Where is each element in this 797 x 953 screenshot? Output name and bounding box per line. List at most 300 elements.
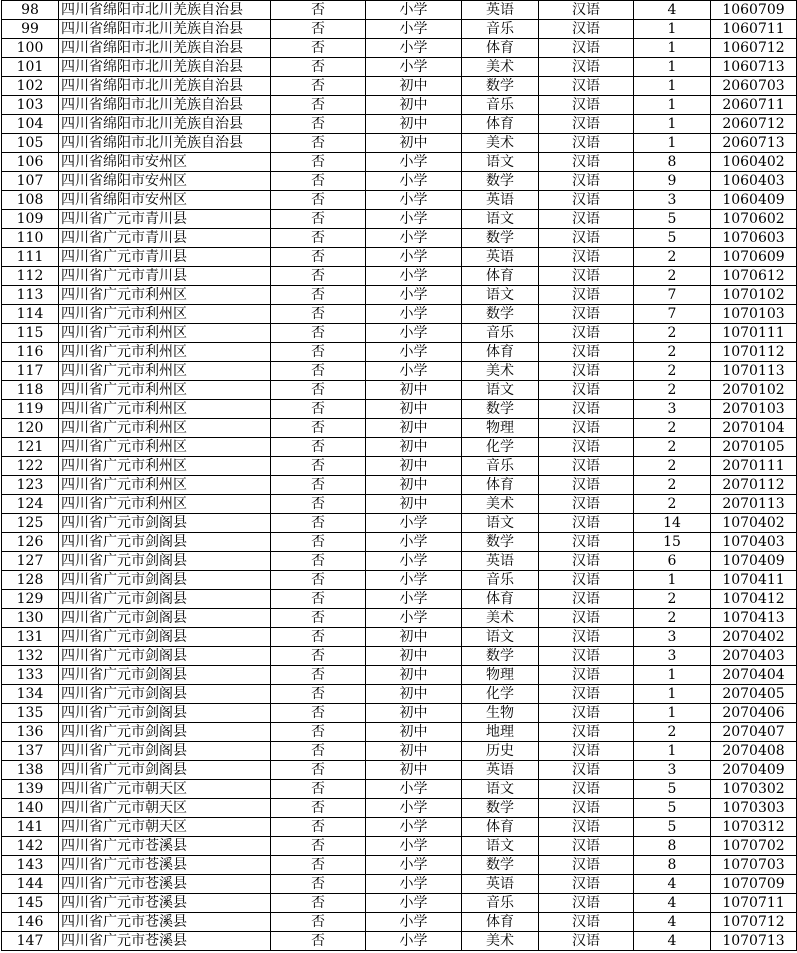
code-cell: 1070402 xyxy=(711,514,797,533)
flag-cell: 否 xyxy=(271,77,366,96)
subject-cell: 数学 xyxy=(462,856,539,875)
location-cell: 四川省广元市利州区 xyxy=(59,286,271,305)
subject-cell: 体育 xyxy=(462,343,539,362)
flag-cell: 否 xyxy=(271,818,366,837)
location-cell: 四川省绵阳市北川羌族自治县 xyxy=(59,39,271,58)
count-cell: 3 xyxy=(634,191,711,210)
code-cell: 2060703 xyxy=(711,77,797,96)
table-row xyxy=(2,229,797,248)
code-cell: 2070104 xyxy=(711,419,797,438)
flag-cell: 否 xyxy=(271,590,366,609)
row-number-cell: 107 xyxy=(2,172,59,191)
school-level-cell: 小学 xyxy=(366,533,462,552)
flag-cell: 否 xyxy=(271,476,366,495)
row-number-cell: 118 xyxy=(2,381,59,400)
row-number-cell: 124 xyxy=(2,495,59,514)
table-row xyxy=(2,324,797,343)
row-number-cell: 100 xyxy=(2,39,59,58)
subject-cell: 音乐 xyxy=(462,324,539,343)
flag-cell: 否 xyxy=(271,704,366,723)
subject-cell: 语文 xyxy=(462,780,539,799)
subject-cell: 语文 xyxy=(462,153,539,172)
language-cell: 汉语 xyxy=(539,913,634,932)
location-cell: 四川省广元市苍溪县 xyxy=(59,856,271,875)
code-cell: 2070404 xyxy=(711,666,797,685)
location-cell: 四川省广元市利州区 xyxy=(59,343,271,362)
language-cell: 汉语 xyxy=(539,20,634,39)
table-row xyxy=(2,134,797,153)
language-cell: 汉语 xyxy=(539,628,634,647)
flag-cell: 否 xyxy=(271,666,366,685)
table-row xyxy=(2,248,797,267)
language-cell: 汉语 xyxy=(539,514,634,533)
school-level-cell: 初中 xyxy=(366,666,462,685)
flag-cell: 否 xyxy=(271,39,366,58)
school-level-cell: 初中 xyxy=(366,115,462,134)
flag-cell: 否 xyxy=(271,932,366,951)
row-number-cell: 126 xyxy=(2,533,59,552)
language-cell: 汉语 xyxy=(539,552,634,571)
flag-cell: 否 xyxy=(271,362,366,381)
language-cell: 汉语 xyxy=(539,438,634,457)
table-row xyxy=(2,514,797,533)
location-cell: 四川省绵阳市北川羌族自治县 xyxy=(59,20,271,39)
table-row xyxy=(2,476,797,495)
count-cell: 1 xyxy=(634,39,711,58)
subject-cell: 英语 xyxy=(462,761,539,780)
row-number-cell: 138 xyxy=(2,761,59,780)
language-cell: 汉语 xyxy=(539,210,634,229)
flag-cell: 否 xyxy=(271,533,366,552)
code-cell: 2060713 xyxy=(711,134,797,153)
language-cell: 汉语 xyxy=(539,400,634,419)
subject-cell: 物理 xyxy=(462,419,539,438)
row-number-cell: 116 xyxy=(2,343,59,362)
code-cell: 1060402 xyxy=(711,153,797,172)
row-number-cell: 120 xyxy=(2,419,59,438)
count-cell: 8 xyxy=(634,837,711,856)
table-row xyxy=(2,799,797,818)
school-level-cell: 小学 xyxy=(366,552,462,571)
code-cell: 2060712 xyxy=(711,115,797,134)
flag-cell: 否 xyxy=(271,628,366,647)
row-number-cell: 105 xyxy=(2,134,59,153)
subject-cell: 英语 xyxy=(462,1,539,20)
school-level-cell: 初中 xyxy=(366,647,462,666)
table-row xyxy=(2,362,797,381)
code-cell: 2070103 xyxy=(711,400,797,419)
school-level-cell: 初中 xyxy=(366,685,462,704)
subject-cell: 美术 xyxy=(462,58,539,77)
count-cell: 4 xyxy=(634,894,711,913)
flag-cell: 否 xyxy=(271,419,366,438)
subject-cell: 体育 xyxy=(462,39,539,58)
row-number-cell: 129 xyxy=(2,590,59,609)
code-cell: 1070312 xyxy=(711,818,797,837)
count-cell: 1 xyxy=(634,58,711,77)
location-cell: 四川省广元市青川县 xyxy=(59,267,271,286)
count-cell: 2 xyxy=(634,267,711,286)
count-cell: 1 xyxy=(634,666,711,685)
code-cell: 1070412 xyxy=(711,590,797,609)
language-cell: 汉语 xyxy=(539,381,634,400)
code-cell: 1070602 xyxy=(711,210,797,229)
count-cell: 1 xyxy=(634,20,711,39)
count-cell: 3 xyxy=(634,647,711,666)
count-cell: 2 xyxy=(634,248,711,267)
flag-cell: 否 xyxy=(271,343,366,362)
subject-cell: 历史 xyxy=(462,742,539,761)
code-cell: 1060712 xyxy=(711,39,797,58)
language-cell: 汉语 xyxy=(539,818,634,837)
subject-cell: 音乐 xyxy=(462,20,539,39)
location-cell: 四川省广元市剑阁县 xyxy=(59,742,271,761)
code-cell: 1070411 xyxy=(711,571,797,590)
code-cell: 2070102 xyxy=(711,381,797,400)
count-cell: 5 xyxy=(634,229,711,248)
table-row xyxy=(2,932,797,951)
code-cell: 1060713 xyxy=(711,58,797,77)
count-cell: 2 xyxy=(634,438,711,457)
table-row xyxy=(2,39,797,58)
location-cell: 四川省广元市苍溪县 xyxy=(59,894,271,913)
school-level-cell: 初中 xyxy=(366,628,462,647)
location-cell: 四川省广元市剑阁县 xyxy=(59,761,271,780)
school-level-cell: 初中 xyxy=(366,400,462,419)
flag-cell: 否 xyxy=(271,685,366,704)
table-body xyxy=(2,1,797,951)
row-number-cell: 109 xyxy=(2,210,59,229)
location-cell: 四川省广元市苍溪县 xyxy=(59,875,271,894)
table-row xyxy=(2,590,797,609)
flag-cell: 否 xyxy=(271,723,366,742)
school-level-cell: 小学 xyxy=(366,932,462,951)
row-number-cell: 112 xyxy=(2,267,59,286)
table-row xyxy=(2,571,797,590)
row-number-cell: 147 xyxy=(2,932,59,951)
code-cell: 1070702 xyxy=(711,837,797,856)
language-cell: 汉语 xyxy=(539,134,634,153)
location-cell: 四川省广元市剑阁县 xyxy=(59,590,271,609)
flag-cell: 否 xyxy=(271,856,366,875)
location-cell: 四川省广元市剑阁县 xyxy=(59,628,271,647)
location-cell: 四川省绵阳市安州区 xyxy=(59,153,271,172)
row-number-cell: 135 xyxy=(2,704,59,723)
count-cell: 6 xyxy=(634,552,711,571)
flag-cell: 否 xyxy=(271,1,366,20)
language-cell: 汉语 xyxy=(539,39,634,58)
language-cell: 汉语 xyxy=(539,571,634,590)
location-cell: 四川省广元市苍溪县 xyxy=(59,837,271,856)
flag-cell: 否 xyxy=(271,229,366,248)
subject-cell: 体育 xyxy=(462,267,539,286)
school-level-cell: 小学 xyxy=(366,837,462,856)
row-number-cell: 104 xyxy=(2,115,59,134)
language-cell: 汉语 xyxy=(539,856,634,875)
row-number-cell: 102 xyxy=(2,77,59,96)
code-cell: 1070112 xyxy=(711,343,797,362)
row-number-cell: 117 xyxy=(2,362,59,381)
subject-cell: 化学 xyxy=(462,438,539,457)
location-cell: 四川省广元市剑阁县 xyxy=(59,514,271,533)
school-level-cell: 小学 xyxy=(366,58,462,77)
school-level-cell: 初中 xyxy=(366,381,462,400)
flag-cell: 否 xyxy=(271,210,366,229)
table-row xyxy=(2,742,797,761)
code-cell: 2070407 xyxy=(711,723,797,742)
count-cell: 2 xyxy=(634,457,711,476)
row-number-cell: 128 xyxy=(2,571,59,590)
location-cell: 四川省绵阳市安州区 xyxy=(59,172,271,191)
location-cell: 四川省广元市利州区 xyxy=(59,495,271,514)
school-level-cell: 初中 xyxy=(366,704,462,723)
location-cell: 四川省广元市剑阁县 xyxy=(59,666,271,685)
school-level-cell: 小学 xyxy=(366,343,462,362)
subject-cell: 美术 xyxy=(462,932,539,951)
count-cell: 4 xyxy=(634,913,711,932)
location-cell: 四川省广元市利州区 xyxy=(59,476,271,495)
language-cell: 汉语 xyxy=(539,58,634,77)
school-level-cell: 初中 xyxy=(366,476,462,495)
subject-cell: 物理 xyxy=(462,666,539,685)
location-cell: 四川省广元市利州区 xyxy=(59,381,271,400)
location-cell: 四川省绵阳市北川羌族自治县 xyxy=(59,134,271,153)
count-cell: 1 xyxy=(634,742,711,761)
row-number-cell: 113 xyxy=(2,286,59,305)
school-level-cell: 初中 xyxy=(366,419,462,438)
count-cell: 5 xyxy=(634,799,711,818)
row-number-cell: 110 xyxy=(2,229,59,248)
row-number-cell: 99 xyxy=(2,20,59,39)
flag-cell: 否 xyxy=(271,286,366,305)
school-level-cell: 初中 xyxy=(366,742,462,761)
school-level-cell: 小学 xyxy=(366,799,462,818)
subject-cell: 英语 xyxy=(462,191,539,210)
count-cell: 4 xyxy=(634,932,711,951)
count-cell: 2 xyxy=(634,343,711,362)
language-cell: 汉语 xyxy=(539,476,634,495)
row-number-cell: 140 xyxy=(2,799,59,818)
language-cell: 汉语 xyxy=(539,704,634,723)
subject-cell: 美术 xyxy=(462,609,539,628)
table-row xyxy=(2,761,797,780)
count-cell: 8 xyxy=(634,153,711,172)
flag-cell: 否 xyxy=(271,457,366,476)
table-row xyxy=(2,818,797,837)
table-row xyxy=(2,210,797,229)
table-row xyxy=(2,153,797,172)
table-row xyxy=(2,96,797,115)
row-number-cell: 144 xyxy=(2,875,59,894)
language-cell: 汉语 xyxy=(539,875,634,894)
school-level-cell: 小学 xyxy=(366,172,462,191)
row-number-cell: 131 xyxy=(2,628,59,647)
code-cell: 1060711 xyxy=(711,20,797,39)
language-cell: 汉语 xyxy=(539,343,634,362)
school-level-cell: 初中 xyxy=(366,723,462,742)
language-cell: 汉语 xyxy=(539,96,634,115)
subject-cell: 英语 xyxy=(462,552,539,571)
language-cell: 汉语 xyxy=(539,77,634,96)
table-row xyxy=(2,704,797,723)
row-number-cell: 123 xyxy=(2,476,59,495)
code-cell: 2070112 xyxy=(711,476,797,495)
table-row xyxy=(2,305,797,324)
count-cell: 3 xyxy=(634,400,711,419)
count-cell: 9 xyxy=(634,172,711,191)
count-cell: 2 xyxy=(634,723,711,742)
location-cell: 四川省广元市剑阁县 xyxy=(59,723,271,742)
language-cell: 汉语 xyxy=(539,647,634,666)
location-cell: 四川省绵阳市安州区 xyxy=(59,191,271,210)
school-level-cell: 初中 xyxy=(366,457,462,476)
data-table xyxy=(1,0,797,951)
count-cell: 2 xyxy=(634,609,711,628)
row-number-cell: 139 xyxy=(2,780,59,799)
code-cell: 2070113 xyxy=(711,495,797,514)
code-cell: 1070113 xyxy=(711,362,797,381)
code-cell: 2070403 xyxy=(711,647,797,666)
code-cell: 1070103 xyxy=(711,305,797,324)
school-level-cell: 小学 xyxy=(366,267,462,286)
flag-cell: 否 xyxy=(271,799,366,818)
flag-cell: 否 xyxy=(271,20,366,39)
row-number-cell: 111 xyxy=(2,248,59,267)
language-cell: 汉语 xyxy=(539,191,634,210)
table-row xyxy=(2,856,797,875)
count-cell: 2 xyxy=(634,362,711,381)
table-row xyxy=(2,77,797,96)
location-cell: 四川省广元市剑阁县 xyxy=(59,552,271,571)
school-level-cell: 小学 xyxy=(366,324,462,343)
code-cell: 1070603 xyxy=(711,229,797,248)
language-cell: 汉语 xyxy=(539,324,634,343)
location-cell: 四川省广元市利州区 xyxy=(59,419,271,438)
subject-cell: 地理 xyxy=(462,723,539,742)
school-level-cell: 小学 xyxy=(366,571,462,590)
flag-cell: 否 xyxy=(271,381,366,400)
language-cell: 汉语 xyxy=(539,286,634,305)
subject-cell: 数学 xyxy=(462,400,539,419)
subject-cell: 美术 xyxy=(462,495,539,514)
row-number-cell: 133 xyxy=(2,666,59,685)
language-cell: 汉语 xyxy=(539,666,634,685)
language-cell: 汉语 xyxy=(539,742,634,761)
language-cell: 汉语 xyxy=(539,590,634,609)
subject-cell: 音乐 xyxy=(462,894,539,913)
row-number-cell: 136 xyxy=(2,723,59,742)
code-cell: 1070409 xyxy=(711,552,797,571)
language-cell: 汉语 xyxy=(539,837,634,856)
subject-cell: 体育 xyxy=(462,590,539,609)
code-cell: 2070111 xyxy=(711,457,797,476)
table-row xyxy=(2,628,797,647)
row-number-cell: 143 xyxy=(2,856,59,875)
school-level-cell: 小学 xyxy=(366,362,462,381)
table-row xyxy=(2,723,797,742)
school-level-cell: 小学 xyxy=(366,856,462,875)
location-cell: 四川省广元市青川县 xyxy=(59,229,271,248)
table-row xyxy=(2,875,797,894)
location-cell: 四川省广元市苍溪县 xyxy=(59,913,271,932)
row-number-cell: 119 xyxy=(2,400,59,419)
count-cell: 2 xyxy=(634,590,711,609)
count-cell: 1 xyxy=(634,115,711,134)
code-cell: 2070409 xyxy=(711,761,797,780)
code-cell: 1070709 xyxy=(711,875,797,894)
count-cell: 3 xyxy=(634,628,711,647)
row-number-cell: 146 xyxy=(2,913,59,932)
location-cell: 四川省广元市剑阁县 xyxy=(59,685,271,704)
language-cell: 汉语 xyxy=(539,248,634,267)
count-cell: 5 xyxy=(634,780,711,799)
table-row xyxy=(2,1,797,20)
flag-cell: 否 xyxy=(271,134,366,153)
subject-cell: 英语 xyxy=(462,875,539,894)
location-cell: 四川省广元市苍溪县 xyxy=(59,932,271,951)
count-cell: 2 xyxy=(634,324,711,343)
location-cell: 四川省广元市利州区 xyxy=(59,457,271,476)
count-cell: 2 xyxy=(634,495,711,514)
row-number-cell: 125 xyxy=(2,514,59,533)
subject-cell: 数学 xyxy=(462,533,539,552)
school-level-cell: 初中 xyxy=(366,96,462,115)
language-cell: 汉语 xyxy=(539,1,634,20)
location-cell: 四川省广元市利州区 xyxy=(59,324,271,343)
table-row xyxy=(2,457,797,476)
school-level-cell: 初中 xyxy=(366,77,462,96)
location-cell: 四川省广元市剑阁县 xyxy=(59,571,271,590)
code-cell: 1060709 xyxy=(711,1,797,20)
language-cell: 汉语 xyxy=(539,229,634,248)
school-level-cell: 初中 xyxy=(366,495,462,514)
subject-cell: 数学 xyxy=(462,799,539,818)
location-cell: 四川省绵阳市北川羌族自治县 xyxy=(59,96,271,115)
code-cell: 2070105 xyxy=(711,438,797,457)
code-cell: 1070111 xyxy=(711,324,797,343)
language-cell: 汉语 xyxy=(539,153,634,172)
row-number-cell: 103 xyxy=(2,96,59,115)
table-row xyxy=(2,666,797,685)
location-cell: 四川省广元市朝天区 xyxy=(59,818,271,837)
subject-cell: 语文 xyxy=(462,837,539,856)
flag-cell: 否 xyxy=(271,894,366,913)
table-row xyxy=(2,343,797,362)
subject-cell: 语文 xyxy=(462,514,539,533)
table-row xyxy=(2,552,797,571)
subject-cell: 音乐 xyxy=(462,457,539,476)
row-number-cell: 132 xyxy=(2,647,59,666)
count-cell: 2 xyxy=(634,476,711,495)
count-cell: 7 xyxy=(634,305,711,324)
flag-cell: 否 xyxy=(271,647,366,666)
row-number-cell: 115 xyxy=(2,324,59,343)
count-cell: 1 xyxy=(634,704,711,723)
school-level-cell: 初中 xyxy=(366,438,462,457)
school-level-cell: 小学 xyxy=(366,153,462,172)
subject-cell: 数学 xyxy=(462,229,539,248)
language-cell: 汉语 xyxy=(539,685,634,704)
flag-cell: 否 xyxy=(271,248,366,267)
language-cell: 汉语 xyxy=(539,533,634,552)
count-cell: 4 xyxy=(634,875,711,894)
code-cell: 1070703 xyxy=(711,856,797,875)
row-number-cell: 137 xyxy=(2,742,59,761)
count-cell: 15 xyxy=(634,533,711,552)
school-level-cell: 小学 xyxy=(366,210,462,229)
count-cell: 3 xyxy=(634,761,711,780)
code-cell: 2070402 xyxy=(711,628,797,647)
